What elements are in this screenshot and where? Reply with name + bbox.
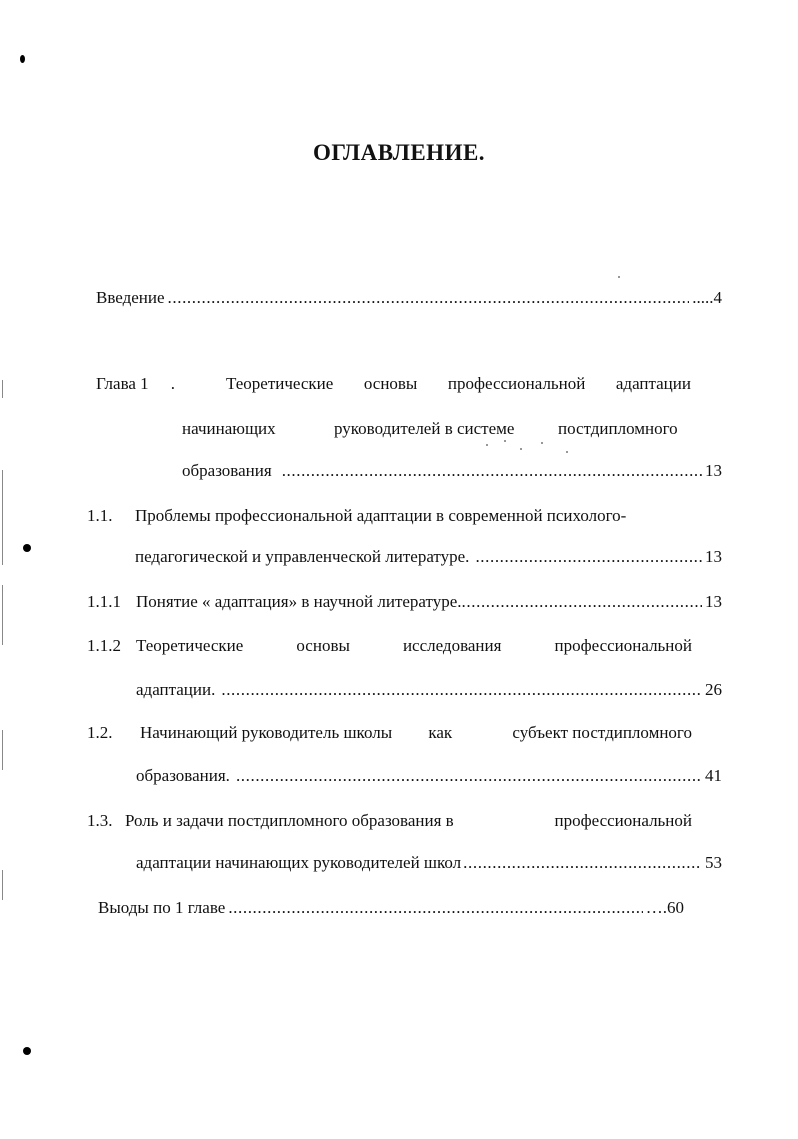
scan-edge-mark [2,730,3,770]
section-number: 1.1.2 [87,636,121,655]
toc-page-number: ….60 [645,898,684,917]
chapter-title-line3: образования ..... 13 [182,461,722,481]
scan-edge-mark [2,585,3,645]
scan-speck-mark [541,442,543,444]
toc-entry-conclusions: Выоды по 1 главе ..... ….60 [98,898,684,918]
scan-speck-mark [486,444,488,446]
section-number: 1.1.1 [87,592,121,611]
scan-edge-mark [2,470,3,565]
dot-leader [236,766,702,786]
scan-speck-mark [520,448,522,450]
chapter-number: Глава 1 . [96,374,175,393]
scan-speck-mark [504,440,506,442]
section-title-line1: Теоретические основы исследования профессиональной [136,636,692,655]
page-title: ОГЛАВЛЕНИЕ. [312,140,486,165]
dot-leader [475,547,702,567]
scan-speck-mark [618,276,620,278]
toc-page-number: 53 [705,853,722,872]
toc-entry-intro [96,288,722,308]
chapter-title-line2: начинающих руководителей в системе постдипломного [182,419,678,438]
scan-edge-mark [2,870,3,900]
section-title-line2: педагогической и управленческой литературе. ..... 13 [135,547,722,567]
toc-page-number: 13 [705,592,722,611]
section-title-line1: Начинающий руководитель школы как субъект постдипломного [140,723,692,742]
toc-page-number: 26 [705,680,722,699]
section-number: 1.2. [87,723,113,742]
dot-leader [168,288,690,308]
dot-leader [221,680,702,700]
section-number: 1.3. [87,811,113,830]
toc-page-number: 13 [705,547,722,566]
section-number: 1.1. [87,506,113,525]
section-title-line2: образования. ..... 41 [136,766,722,786]
binder-hole-mark [23,544,31,552]
toc-entry-1-1-1: Понятие « адаптация» в научной литературе. ..... 13 [136,592,722,612]
toc-page-number: 13 [705,461,722,480]
dot-leader [282,461,702,481]
dot-leader [228,898,642,918]
toc-entry-label: Введение [96,288,165,307]
section-title-line1: Проблемы профессиональной адаптации в современной психолого- [135,506,627,525]
section-title-line2: адаптации. ..... 26 [136,680,722,700]
binder-hole-mark [23,1047,31,1055]
toc-page-number: 41 [705,766,722,785]
section-title-line2: адаптации начинающих руководителей школ ..... 53 [136,853,722,873]
toc-page-number: .....4 [692,288,722,307]
section-title-line1: Роль и задачи постдипломного образования в профессиональной [125,811,692,830]
scan-speck-mark [566,451,568,453]
dot-leader [463,853,702,873]
scan-speck-mark [20,55,25,63]
dot-leader [462,592,702,612]
scan-edge-mark [2,380,3,398]
chapter-title-line1: Теоретические основы профессиональной адаптации [226,374,691,393]
